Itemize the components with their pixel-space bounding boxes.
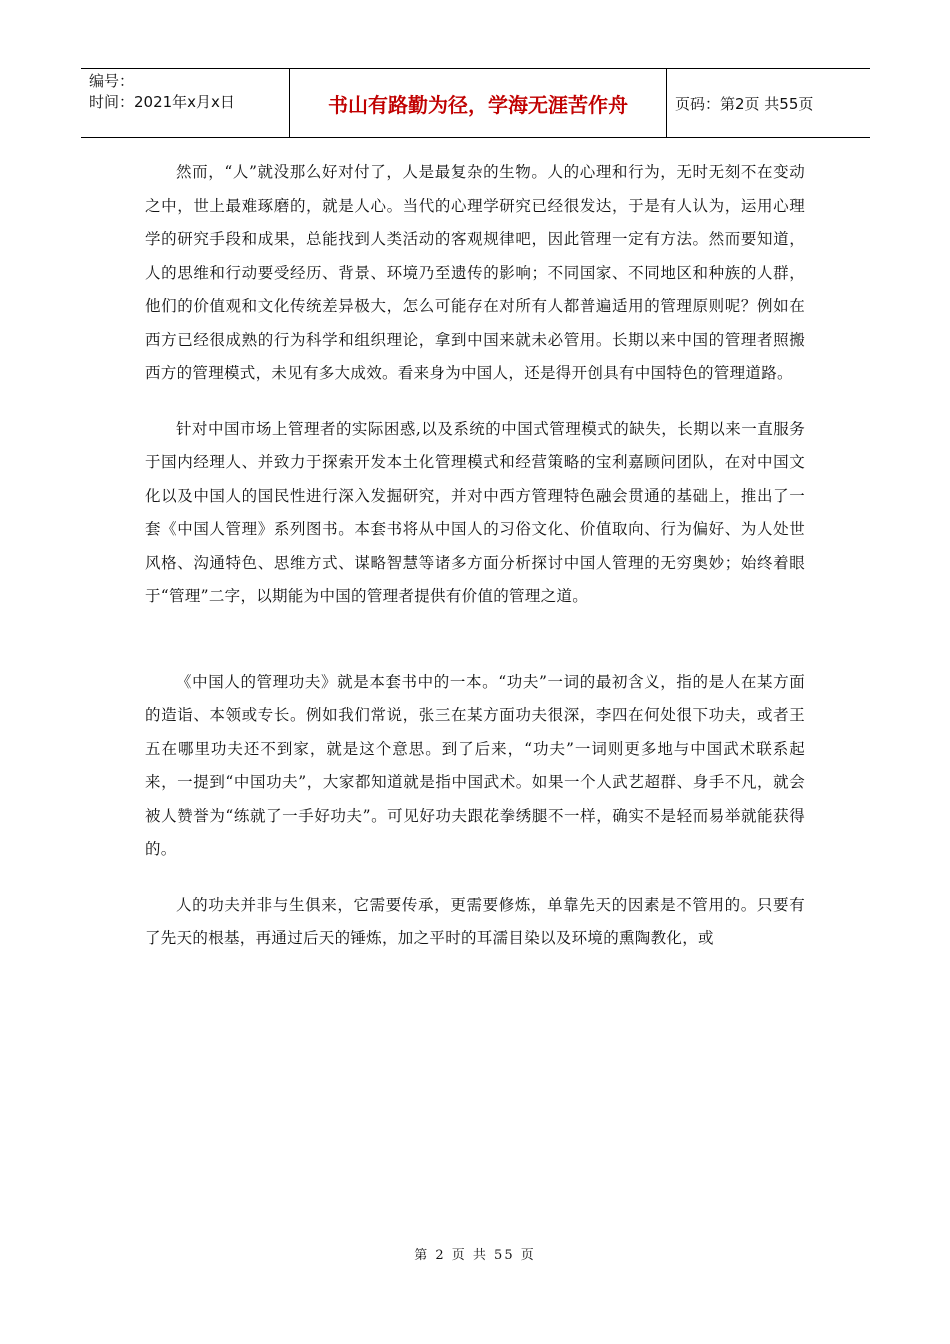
page-footer: 第 2 页 共 55 页 (414, 1248, 536, 1263)
header-motto: 书山有路勤为径，学海无涯苦作舟 (290, 69, 667, 137)
document-body (145, 156, 805, 956)
document-code-label: 编号： (89, 72, 135, 90)
paragraph-2: 针对中国市场上管理者的实际困惑,以及系统的中国式管理模式的缺失，长期以来一直服务于国内经理人、并致力于探索开发本土化管理模式和经营策略的宝利嘉顾问团队，在对中国文化以及中国人的国民性进行深入发掘研究，并对中西方管理特色融会贯通的基础上，推出了一套《中国人管理》系列图书。本套书将从中国人的习俗文化、价值取向、行为偏好、为人处世风格、沟通特色、思维方式、谋略智慧等诸多方面分析探讨中国人管理的无穷奥妙；始终着眼于“管理”二字，以期能为中国的管理者提供有价值的管理之道。 (145, 419, 805, 605)
header-page-info: 页码：第2页 共55页 (675, 94, 814, 113)
page-header (81, 68, 870, 138)
paragraph-1: 然而，“人”就没那么好对付了，人是最复杂的生物。人的心理和行为，无时无刻不在变动之中，世上最难琢磨的，就是人心。当代的心理学研究已经很发达，于是有人认为，运用心理学的研究手段和成果，总能找到人类活动的客观规律吧，因此管理一定有方法。然而要知道，人的思维和行动要受经历、背景、环境乃至遗传的影响；不同国家、不同地区和种族的人群，他们的价值观和文化传统差异极大，怎么可能存在对所有人都普遍适用的管理原则呢？例如在西方已经很成熟的行为科学和组织理论，拿到中国来就未必管用。长期以来中国的管理者照搬西方的管理模式，未见有多大成效。看来身为中国人，还是得开创具有中国特色的管理道路。 (145, 163, 805, 382)
header-meta (81, 69, 290, 137)
paragraph-3: 《中国人的管理功夫》就是本套书中的一本。“功夫”一词的最初含义，指的是人在某方面的造诣、本领或专长。例如我们常说，张三在某方面功夫很深，李四在何处很下功夫，或者王五在哪里功夫还不到家，就是这个意思。到了后来，“功夫”一词则更多地与中国武术联系起来，一提到“中国功夫”，大家都知道就是指中国武术。如果一个人武艺超群、身手不凡，就会被人赞誉为“练就了一手好功夫”。可见好功夫跟花拳绣腿不一样，确实不是轻而易举就能获得的。 (145, 672, 805, 858)
document-date: 时间：2021年x月x日 (89, 93, 235, 111)
paragraph-4: 人的功夫并非与生俱来，它需要传承，更需要修炼，单靠先天的因素是不管用的。只要有了先天的根基，再通过后天的锤炼，加之平时的耳濡目染以及环境的熏陶教化，或 (145, 895, 805, 947)
